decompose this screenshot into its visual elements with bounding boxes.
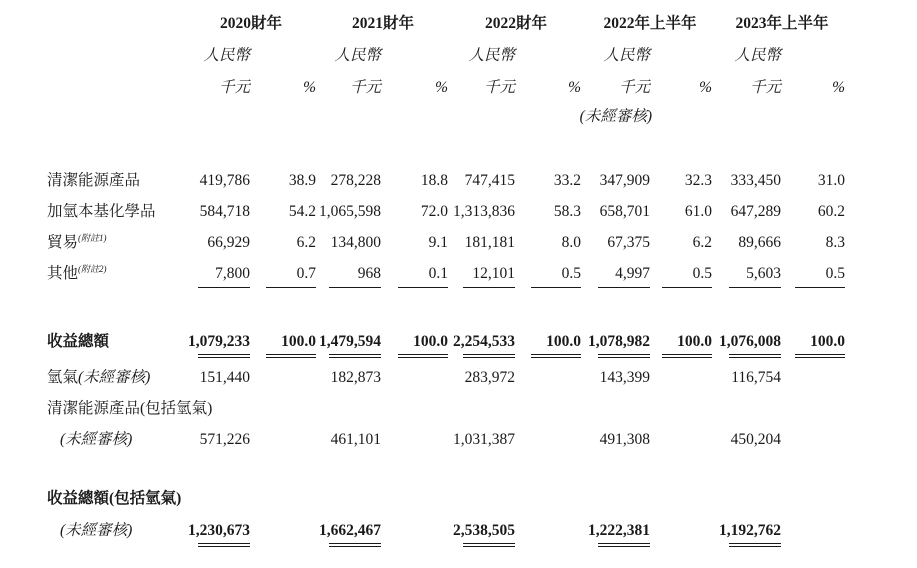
unaudited-note: (未經審核) — [78, 369, 151, 386]
percent-cell: 8.3 — [825, 234, 845, 251]
percent-cell: 32.3 — [684, 172, 712, 189]
total-label: 收益總額 — [47, 333, 110, 350]
unit-label: 千元 — [218, 79, 250, 96]
period-title-2022h1: 2022年上半年 — [603, 15, 697, 32]
subtotal-rule — [598, 287, 650, 288]
row-label — [47, 234, 107, 252]
value-cell: 181,181 — [464, 234, 515, 251]
total-percent: 100.0 — [677, 333, 712, 350]
total-double-rule — [329, 543, 381, 547]
total-double-rule — [266, 354, 316, 358]
percent-cell: 60.2 — [817, 203, 845, 220]
unaudited-note: (未經審核) — [60, 522, 133, 539]
percent-label: % — [568, 79, 581, 96]
percent-cell: 9.1 — [428, 234, 448, 251]
value-cell: 747,415 — [464, 172, 515, 189]
total-double-rule — [598, 543, 650, 547]
currency-label: 人民幣 — [468, 47, 515, 64]
total-percent: 100.0 — [810, 333, 845, 350]
value-cell: 584,718 — [199, 203, 250, 220]
total-value: 1,079,233 — [188, 333, 250, 350]
total-double-rule — [795, 354, 845, 358]
total-value: 1,076,008 — [719, 333, 781, 350]
value-cell: 134,800 — [330, 234, 381, 251]
subtotal-rule — [398, 287, 448, 288]
value-cell: 5,603 — [746, 265, 781, 282]
value-cell: 67,375 — [607, 234, 650, 251]
value-cell: 450,204 — [730, 431, 781, 448]
value-cell: 4,997 — [615, 265, 650, 282]
total-double-rule — [598, 354, 650, 358]
total-double-rule — [662, 354, 712, 358]
subtotal-rule — [329, 287, 381, 288]
total-value: 1,222,381 — [588, 522, 650, 539]
total-value: 1,078,982 — [588, 333, 650, 350]
unit-label: 千元 — [349, 79, 381, 96]
percent-cell: 72.0 — [420, 203, 448, 220]
currency-label: 人民幣 — [203, 47, 250, 64]
value-cell: 347,909 — [599, 172, 650, 189]
percent-label: % — [303, 79, 316, 96]
total-percent: 100.0 — [413, 333, 448, 350]
row-label — [47, 369, 150, 387]
total-value: 1,230,673 — [188, 522, 250, 539]
total-double-rule — [729, 354, 781, 358]
subtotal-rule — [266, 287, 316, 288]
value-cell: 1,313,836 — [453, 203, 515, 220]
value-cell: 66,929 — [207, 234, 250, 251]
row-label: 清潔能源產品 — [47, 172, 141, 189]
value-cell: 461,101 — [330, 431, 381, 448]
total-percent: 100.0 — [281, 333, 316, 350]
unit-label: 千元 — [618, 79, 650, 96]
percent-cell: 58.3 — [553, 203, 581, 220]
row-label-text: 其他 — [47, 265, 79, 282]
total-percent: 100.0 — [546, 333, 581, 350]
percent-cell: 0.7 — [296, 265, 316, 282]
value-cell: 151,440 — [199, 369, 250, 386]
row-label-text: 貿易 — [47, 234, 79, 251]
footnote-marker: (附註2) — [78, 263, 107, 274]
percent-label: % — [435, 79, 448, 96]
value-cell: 89,666 — [738, 234, 781, 251]
total-double-rule — [531, 354, 581, 358]
percent-label: % — [699, 79, 712, 96]
subtotal-rule — [662, 287, 712, 288]
subtotal-rule — [795, 287, 845, 288]
percent-cell: 54.2 — [288, 203, 316, 220]
percent-cell: 38.9 — [288, 172, 316, 189]
percent-cell: 8.0 — [561, 234, 581, 251]
value-cell: 1,031,387 — [453, 431, 515, 448]
percent-cell: 0.1 — [428, 265, 448, 282]
row-label: 加氫本基化學品 — [47, 203, 156, 220]
footnote-marker: (附註1) — [78, 232, 107, 243]
total-value: 1,192,762 — [719, 522, 781, 539]
subtotal-rule — [463, 287, 515, 288]
total-double-rule — [398, 354, 448, 358]
percent-cell: 0.5 — [561, 265, 581, 282]
total-double-rule — [463, 543, 515, 547]
subtotal-rule — [198, 287, 250, 288]
total-value: 2,538,505 — [453, 522, 515, 539]
period-title-2021: 2021財年 — [351, 15, 414, 32]
value-cell: 143,399 — [599, 369, 650, 386]
subtotal-rule — [531, 287, 581, 288]
value-cell: 116,754 — [731, 369, 781, 386]
value-cell: 278,228 — [330, 172, 381, 189]
percent-cell: 33.2 — [553, 172, 581, 189]
unaudited-note: (未經審核) — [60, 431, 133, 448]
percent-cell: 18.8 — [420, 172, 448, 189]
value-cell: 419,786 — [199, 172, 250, 189]
value-cell: 1,065,598 — [319, 203, 381, 220]
value-cell: 647,289 — [730, 203, 781, 220]
total-double-rule — [198, 543, 250, 547]
currency-label: 人民幣 — [603, 47, 650, 64]
percent-cell: 0.5 — [825, 265, 845, 282]
total-label: 收益總額(包括氫氣) — [47, 490, 182, 507]
value-cell: 491,308 — [599, 431, 650, 448]
value-cell: 968 — [357, 265, 381, 282]
period-title-2020: 2020財年 — [219, 15, 282, 32]
row-label: 清潔能源產品(包括氫氣) — [47, 400, 213, 417]
total-double-rule — [463, 354, 515, 358]
period-title-2022: 2022財年 — [484, 15, 547, 32]
row-label — [47, 265, 107, 283]
row-label-text: 氫氣 — [47, 369, 79, 386]
percent-cell: 6.2 — [692, 234, 712, 251]
value-cell: 333,450 — [730, 172, 781, 189]
total-value: 2,254,533 — [453, 333, 515, 350]
currency-label: 人民幣 — [334, 47, 381, 64]
total-double-rule — [329, 354, 381, 358]
total-double-rule — [729, 543, 781, 547]
value-cell: 12,101 — [472, 265, 515, 282]
period-title-2023h1: 2023年上半年 — [735, 15, 829, 32]
percent-cell: 0.5 — [692, 265, 712, 282]
value-cell: 571,226 — [199, 431, 250, 448]
percent-cell: 6.2 — [296, 234, 316, 251]
value-cell: 658,701 — [599, 203, 650, 220]
subtotal-rule — [729, 287, 781, 288]
total-double-rule — [198, 354, 250, 358]
value-cell: 182,873 — [330, 369, 381, 386]
percent-cell: 61.0 — [684, 203, 712, 220]
value-cell: 283,972 — [464, 369, 515, 386]
percent-label: % — [832, 79, 845, 96]
total-value: 1,662,467 — [319, 522, 381, 539]
unaudited-note: (未經審核) — [579, 108, 652, 125]
unit-label: 千元 — [749, 79, 781, 96]
total-value: 1,479,594 — [319, 333, 381, 350]
percent-cell: 31.0 — [817, 172, 845, 189]
value-cell: 7,800 — [215, 265, 250, 282]
currency-label: 人民幣 — [734, 47, 781, 64]
unit-label: 千元 — [483, 79, 515, 96]
